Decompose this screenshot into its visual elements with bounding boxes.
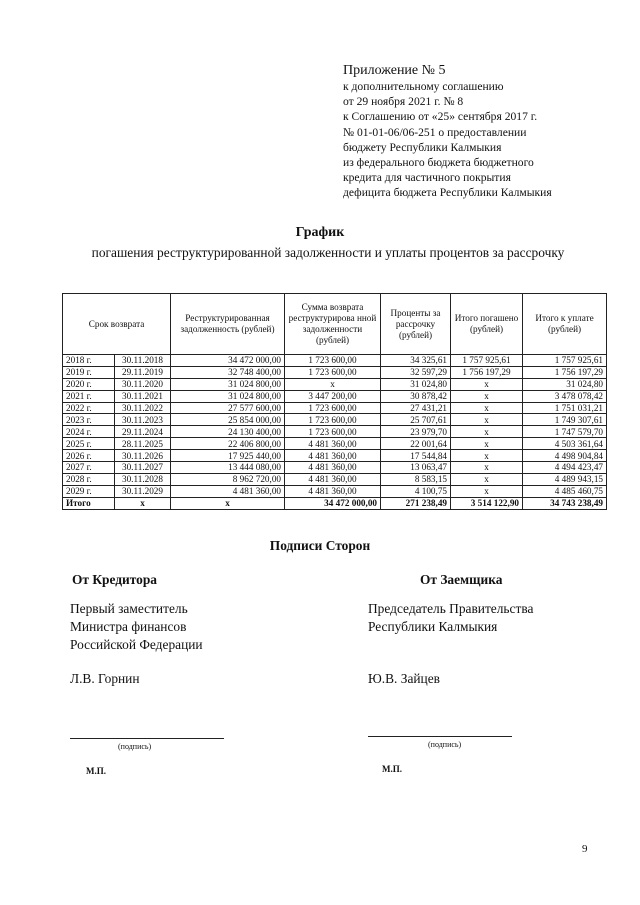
table-header-row: [63, 294, 607, 355]
table-row: [63, 390, 607, 402]
table-row: [63, 485, 607, 497]
appendix-line: из федерального бюджета бюджетного: [343, 156, 534, 170]
appendix-line: к Соглашению от «25» сентября 2017 г.: [343, 110, 538, 124]
cell-total-date: x: [115, 497, 171, 509]
cell-debt: 32 748 400,00: [171, 366, 285, 378]
cell-total-label: Итого: [63, 497, 115, 509]
cell-interest: 30 878,42: [381, 390, 451, 402]
cell-interest: 25 707,61: [381, 414, 451, 426]
cell-debt: 25 854 000,00: [171, 414, 285, 426]
cell-repaid: x: [451, 402, 523, 414]
table-row: [63, 450, 607, 462]
cell-date: 28.11.2025: [115, 438, 171, 450]
cell-date: 30.11.2029: [115, 485, 171, 497]
cell-to-pay: 31 024,80: [523, 378, 607, 390]
cell-to-pay: 4 503 361,64: [523, 438, 607, 450]
cell-repaid: x: [451, 485, 523, 497]
page-number: 9: [582, 843, 588, 855]
header-debt: Реструктурированная задолженность (рублей): [171, 294, 285, 355]
cell-to-pay: 4 498 904,84: [523, 450, 607, 462]
cell-date: 30.11.2027: [115, 462, 171, 474]
cell-return: 4 481 360,00: [285, 485, 381, 497]
cell-debt: 27 577 600,00: [171, 402, 285, 414]
cell-year: 2025 г.: [63, 438, 115, 450]
document-subtitle: погашения реструктурированной задолженности и уплаты процентов за рассрочку: [91, 245, 565, 260]
creditor-heading: От Кредитора: [72, 572, 157, 587]
appendix-title: Приложение № 5: [343, 63, 446, 78]
cell-return: 1 723 600,00: [285, 366, 381, 378]
cell-year: 2024 г.: [63, 426, 115, 438]
cell-debt: 22 406 800,00: [171, 438, 285, 450]
cell-total-to-pay: 34 743 238,49: [523, 497, 607, 509]
cell-total-interest: 271 238,49: [381, 497, 451, 509]
table-row: [63, 438, 607, 450]
cell-repaid: 1 757 925,61: [451, 355, 523, 367]
signatures-title: Подписи Сторон: [269, 538, 371, 553]
cell-date: 30.11.2020: [115, 378, 171, 390]
table-total-row: [63, 497, 607, 509]
creditor-signature-line: [70, 738, 224, 739]
creditor-position-line: Российской Федерации: [70, 637, 203, 652]
cell-year: 2021 г.: [63, 390, 115, 402]
cell-year: 2026 г.: [63, 450, 115, 462]
cell-debt: 31 024 800,00: [171, 378, 285, 390]
cell-interest: 31 024,80: [381, 378, 451, 390]
appendix-line: № 01-01-06/06-251 о предоставлении: [343, 125, 527, 139]
cell-return: 3 447 200,00: [285, 390, 381, 402]
table-row: [63, 355, 607, 367]
cell-repaid: 1 756 197,29: [451, 366, 523, 378]
cell-repaid: x: [451, 390, 523, 402]
cell-to-pay: 3 478 078,42: [523, 390, 607, 402]
cell-to-pay: 1 751 031,21: [523, 402, 607, 414]
borrower-name: Ю.В. Зайцев: [368, 671, 440, 686]
cell-repaid: x: [451, 450, 523, 462]
cell-year: 2020 г.: [63, 378, 115, 390]
cell-interest: 8 583,15: [381, 473, 451, 485]
cell-date: 30.11.2028: [115, 473, 171, 485]
cell-return: 1 723 600,00: [285, 426, 381, 438]
borrower-position: [368, 600, 533, 636]
borrower-signature-line: [368, 736, 512, 737]
cell-interest: 23 979,70: [381, 426, 451, 438]
cell-debt: 4 481 360,00: [171, 485, 285, 497]
cell-to-pay: 1 757 925,61: [523, 355, 607, 367]
cell-repaid: x: [451, 426, 523, 438]
cell-to-pay: 1 756 197,29: [523, 366, 607, 378]
creditor-signature-caption: (подпись): [118, 742, 152, 751]
creditor-position-line: Министра финансов: [70, 619, 187, 634]
cell-interest: 4 100,75: [381, 485, 451, 497]
table-row: [63, 426, 607, 438]
table-row: [63, 473, 607, 485]
appendix-line: бюджету Республики Калмыкия: [343, 140, 502, 154]
cell-interest: 17 544,84: [381, 450, 451, 462]
borrower-heading: От Заемщика: [420, 572, 503, 587]
cell-debt: 8 962 720,00: [171, 473, 285, 485]
cell-repaid: x: [451, 462, 523, 474]
appendix-line: к дополнительному соглашению: [343, 80, 504, 93]
creditor-position: [70, 600, 203, 654]
cell-year: 2028 г.: [63, 473, 115, 485]
cell-debt: 13 444 080,00: [171, 462, 285, 474]
cell-total-debt: x: [171, 497, 285, 509]
cell-date: 30.11.2018: [115, 355, 171, 367]
appendix-line: дефицита бюджета Республики Калмыкия: [343, 186, 552, 200]
cell-return: 4 481 360,00: [285, 473, 381, 485]
header-return-sum: Сумма возврата реструктурирова нной задолженности (рублей): [285, 294, 381, 355]
cell-year: 2023 г.: [63, 414, 115, 426]
table-row: [63, 414, 607, 426]
cell-to-pay: 1 749 307,61: [523, 414, 607, 426]
cell-interest: 22 001,64: [381, 438, 451, 450]
cell-to-pay: 1 747 579,70: [523, 426, 607, 438]
cell-date: 29.11.2024: [115, 426, 171, 438]
cell-year: 2019 г.: [63, 366, 115, 378]
cell-interest: 34 325,61: [381, 355, 451, 367]
table-body: [63, 355, 607, 510]
borrower-position-line: Республики Калмыкия: [368, 619, 498, 634]
cell-interest: 27 431,21: [381, 402, 451, 414]
cell-return: 1 723 600,00: [285, 414, 381, 426]
cell-to-pay: 4 489 943,15: [523, 473, 607, 485]
cell-to-pay: 4 485 460,75: [523, 485, 607, 497]
cell-date: 30.11.2026: [115, 450, 171, 462]
borrower-stamp-label: М.П.: [382, 764, 402, 774]
cell-date: 29.11.2019: [115, 366, 171, 378]
table-row: [63, 378, 607, 390]
cell-repaid: x: [451, 438, 523, 450]
cell-return: 4 481 360,00: [285, 462, 381, 474]
cell-return: 1 723 600,00: [285, 355, 381, 367]
cell-date: 30.11.2023: [115, 414, 171, 426]
cell-year: 2027 г.: [63, 462, 115, 474]
header-to-pay: Итого к уплате (рублей): [523, 294, 607, 355]
cell-interest: 13 063,47: [381, 462, 451, 474]
cell-debt: 34 472 000,00: [171, 355, 285, 367]
cell-debt: 31 024 800,00: [171, 390, 285, 402]
cell-repaid: x: [451, 473, 523, 485]
cell-debt: 17 925 440,00: [171, 450, 285, 462]
appendix-header: [343, 62, 633, 201]
cell-total-return: 34 472 000,00: [285, 497, 381, 509]
borrower-signature-caption: (подпись): [428, 740, 462, 749]
appendix-line: кредита для частичного покрытия: [343, 171, 511, 185]
table-row: [63, 366, 607, 378]
cell-repaid: x: [451, 414, 523, 426]
cell-year: 2029 г.: [63, 485, 115, 497]
document-title: График: [295, 225, 345, 240]
repayment-schedule-table: [62, 293, 607, 510]
creditor-stamp-label: М.П.: [86, 766, 106, 776]
cell-debt: 24 130 400,00: [171, 426, 285, 438]
header-repaid: Итого погашено (рублей): [451, 294, 523, 355]
cell-repaid: x: [451, 378, 523, 390]
cell-return: 4 481 360,00: [285, 438, 381, 450]
table-row: [63, 402, 607, 414]
cell-return: 1 723 600,00: [285, 402, 381, 414]
creditor-position-line: Первый заместитель: [70, 601, 188, 616]
cell-total-repaid: 3 514 122,90: [451, 497, 523, 509]
header-term: Срок возврата: [63, 294, 171, 355]
cell-to-pay: 4 494 423,47: [523, 462, 607, 474]
cell-year: 2022 г.: [63, 402, 115, 414]
cell-date: 30.11.2021: [115, 390, 171, 402]
appendix-line: от 29 ноября 2021 г. № 8: [343, 95, 464, 109]
cell-year: 2018 г.: [63, 355, 115, 367]
cell-date: 30.11.2022: [115, 402, 171, 414]
cell-return: x: [285, 378, 381, 390]
borrower-position-line: Председатель Правительства: [368, 601, 534, 616]
cell-interest: 32 597,29: [381, 366, 451, 378]
creditor-name: Л.В. Горнин: [70, 671, 140, 686]
header-interest: Проценты за рассрочку (рублей): [381, 294, 451, 355]
cell-return: 4 481 360,00: [285, 450, 381, 462]
table-row: [63, 462, 607, 474]
